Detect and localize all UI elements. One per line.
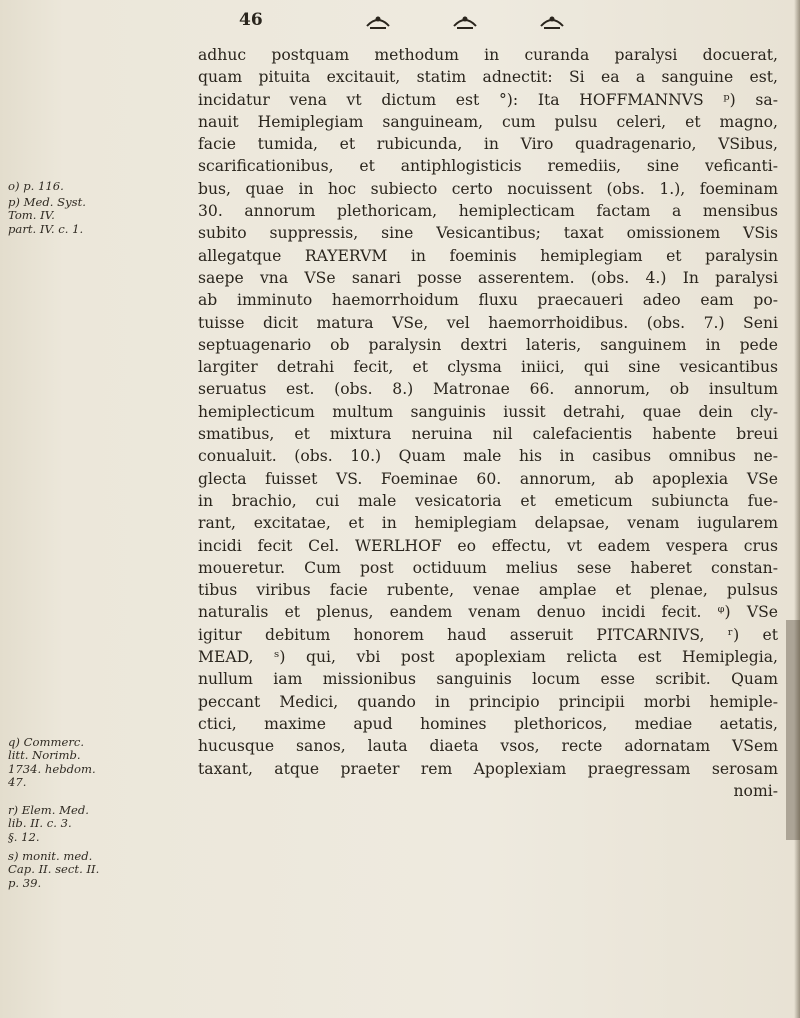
text-line: subito suppressis, sine Vesicantibus; taxat omissionem VSis	[198, 224, 778, 243]
margin-note-q	[8, 736, 96, 790]
margin-note-line: r) Elem. Med.	[8, 803, 89, 817]
margin-note-line: 47.	[8, 775, 27, 790]
text-line: quam pituita excitauit, statim adnectit: Si ea a sanguine est,	[198, 68, 778, 87]
text-line: incidatur vena vt dictum est °): Ita HOFFMANNVS ᵖ) sa-	[198, 90, 778, 109]
margin-note-line: §. 12.	[8, 829, 40, 844]
text-line: peccant Medici, quando in principio principii morbi hemiple-	[198, 692, 778, 711]
margin-note-line: o) p. 116.	[8, 179, 64, 193]
margin-notes	[0, 0, 190, 1018]
ornament-icon	[365, 12, 391, 30]
margin-note-o	[8, 180, 64, 193]
margin-note-p	[8, 196, 86, 236]
text-line: in brachio, cui male vesicatoria et emeticum subiuncta fue-	[198, 491, 778, 510]
margin-note-line: lib. II. c. 3.	[8, 816, 72, 831]
margin-note-line: p) Med. Syst.	[8, 195, 86, 209]
text-line: tibus viribus facie rubente, venae amplae et plenae, pulsus	[198, 581, 778, 600]
margin-note-line: 1734. hebdom.	[8, 761, 96, 776]
text-line: nullum iam missionibus sanguinis locum esse scribit. Quam	[198, 670, 778, 689]
text-line: largiter detrahi fecit, et clysma iniici, qui sine vesicantibus	[198, 358, 778, 377]
margin-note-line: Tom. IV.	[8, 208, 55, 223]
margin-note-line: p. 39.	[8, 875, 42, 890]
margin-note-s	[8, 850, 99, 890]
text-line: tuisse dicit matura VSe, vel haemorrhoidibus. (obs. 7.) Seni	[198, 313, 778, 332]
main-text-block	[198, 44, 778, 802]
text-line: adhuc postquam methodum in curanda paralysi docuerat,	[198, 46, 778, 64]
text-line: igitur debitum honorem haud asseruit PITCARNIVS, ʳ) et	[198, 625, 778, 644]
margin-note-line: part. IV. c. 1.	[8, 221, 84, 236]
text-line: hemiplecticum multum sanguinis iussit detrahi, quae dein cly-	[198, 402, 778, 421]
text-line: septuagenario ob paralysin dextri lateris, sanguinem in pede	[198, 335, 778, 354]
margin-note-line: litt. Norimb.	[8, 748, 81, 763]
text-line: ab imminuto haemorrhoidum fluxu praecaueri adeo eam po-	[198, 291, 778, 310]
margin-note-r	[8, 804, 89, 844]
text-line: taxant, atque praeter rem Apoplexiam praegressam serosam	[198, 759, 778, 778]
text-line: moueretur. Cum post octiduum melius sese haberet constan-	[198, 558, 778, 577]
text-line: 30. annorum plethoricam, hemiplecticam factam a mensibus	[198, 202, 778, 221]
text-line: bus, quae in hoc subiecto certo nocuissent (obs. 1.), foeminam	[198, 179, 778, 198]
text-line: nauit Hemiplegiam sanguineam, cum pulsu celeri, et magno,	[198, 112, 778, 131]
text-line: scarificationibus, et antiphlogisticis remediis, sine veficanti-	[198, 157, 778, 176]
text-line: allegatque RAYERVM in foeminis hemiplegiam et paralysin	[198, 246, 778, 265]
margin-note-line: s) monit. med.	[8, 849, 93, 863]
catchword: nomi-	[733, 781, 778, 800]
text-line: facie tumida, et rubicunda, in Viro quadragenario, VSibus,	[198, 135, 778, 154]
text-line: hucusque sanos, lauta diaeta vsos, recte adornatam VSem	[198, 737, 778, 756]
ornament-icon	[539, 12, 565, 30]
page-edge	[794, 0, 800, 1018]
text-line: rant, excitatae, et in hemiplegiam delapsae, venam iugularem	[198, 514, 778, 533]
text-line: glecta fuisset VS. Foeminae 60. annorum, ab apoplexia VSe	[198, 469, 778, 488]
page-number: 46	[239, 10, 263, 30]
text-line: MEAD, ˢ) qui, vbi post apoplexiam relicta est Hemiplegia,	[198, 648, 778, 667]
text-line: naturalis et plenus, eandem venam denuo incidi fecit. ᵠ) VSe	[198, 603, 778, 622]
margin-note-line: Cap. II. sect. II.	[8, 862, 100, 877]
text-line: incidi fecit Cel. WERLHOF eo effectu, vt eadem vespera crus	[198, 536, 778, 555]
ornament-icon	[452, 12, 478, 30]
text-line: conualuit. (obs. 10.) Quam male his in casibus omnibus ne-	[198, 447, 778, 466]
text-line: saepe vna VSe sanari posse asserentem. (obs. 4.) In paralysi	[198, 268, 778, 287]
text-line: ctici, maxime apud homines plethoricos, mediae aetatis,	[198, 714, 778, 733]
text-line: smatibus, et mixtura neruina nil calefacientis habente breui	[198, 425, 778, 444]
margin-note-line: q) Commerc.	[8, 735, 85, 749]
text-line: seruatus est. (obs. 8.) Matronae 66. annorum, ob insultum	[198, 380, 778, 399]
